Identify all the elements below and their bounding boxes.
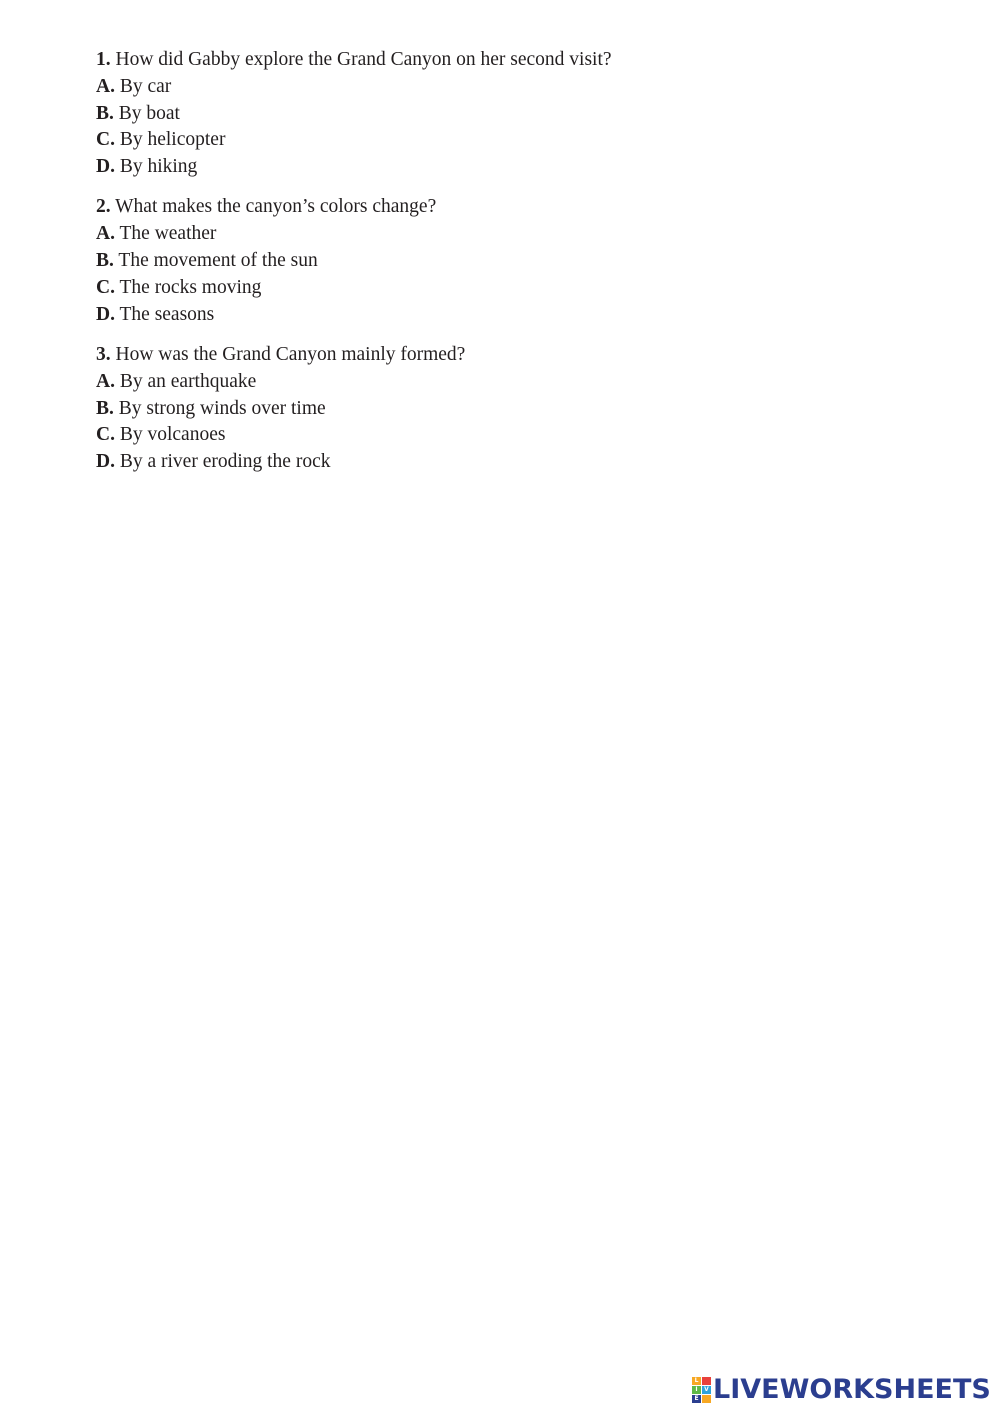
logo-tile: V	[702, 1386, 711, 1394]
question-number: 1.	[96, 49, 111, 70]
option-text: By volcanoes	[119, 424, 226, 446]
option-text: By a river eroding the rock	[119, 451, 331, 473]
liveworksheets-logo	[692, 1376, 991, 1404]
worksheet	[96, 47, 916, 489]
option-2c[interactable]	[96, 275, 916, 302]
option-3c[interactable]	[96, 422, 916, 449]
question-prompt: How was the Grand Canyon mainly formed?	[115, 343, 466, 365]
option-letter: D.	[96, 303, 115, 325]
option-text: The seasons	[119, 303, 215, 325]
question-3	[96, 342, 916, 476]
question-prompt: What makes the canyon’s colors change?	[115, 196, 437, 218]
option-3d[interactable]	[96, 449, 916, 476]
option-text: The weather	[119, 223, 217, 245]
logo-tile	[702, 1395, 711, 1403]
option-text: The movement of the sun	[118, 250, 318, 272]
option-3a[interactable]	[96, 369, 916, 396]
option-text: By hiking	[119, 156, 198, 178]
option-letter: A.	[96, 223, 115, 245]
option-1a[interactable]	[96, 74, 916, 101]
question-number: 3.	[96, 343, 111, 365]
question-3-text	[96, 342, 916, 369]
logo-tile: I	[692, 1386, 701, 1394]
option-letter: C.	[96, 424, 115, 446]
liveworksheets-logo-icon	[692, 1377, 711, 1403]
option-1b[interactable]	[96, 101, 916, 128]
question-number: 2.	[96, 196, 111, 218]
question-2	[96, 194, 916, 328]
option-text: By boat	[118, 102, 180, 124]
option-2d[interactable]	[96, 302, 916, 329]
question-2-text	[96, 194, 916, 221]
option-letter: A.	[96, 75, 115, 97]
option-letter: C.	[96, 129, 115, 151]
logo-wordmark: LIVEWORKSHEETS	[713, 1374, 991, 1405]
question-prompt: How did Gabby explore the Grand Canyon on her second visit?	[115, 49, 612, 70]
option-text: The rocks moving	[119, 276, 262, 298]
question-1-text	[96, 47, 916, 74]
option-2b[interactable]	[96, 248, 916, 275]
option-letter: B.	[96, 102, 114, 124]
option-letter: B.	[96, 397, 114, 419]
option-text: By an earthquake	[119, 370, 257, 392]
option-1c[interactable]	[96, 127, 916, 154]
question-1	[96, 47, 916, 181]
option-letter: C.	[96, 276, 115, 298]
option-text: By car	[119, 75, 172, 97]
option-2a[interactable]	[96, 221, 916, 248]
option-letter: A.	[96, 370, 115, 392]
option-text: By strong winds over time	[118, 397, 326, 419]
option-3b[interactable]	[96, 396, 916, 423]
logo-tile: L	[692, 1377, 701, 1385]
logo-tile	[702, 1377, 711, 1385]
logo-tile: E	[692, 1395, 701, 1403]
option-1d[interactable]	[96, 154, 916, 181]
option-letter: B.	[96, 250, 114, 272]
option-letter: D.	[96, 451, 115, 473]
option-text: By helicopter	[119, 129, 226, 151]
option-letter: D.	[96, 156, 115, 178]
